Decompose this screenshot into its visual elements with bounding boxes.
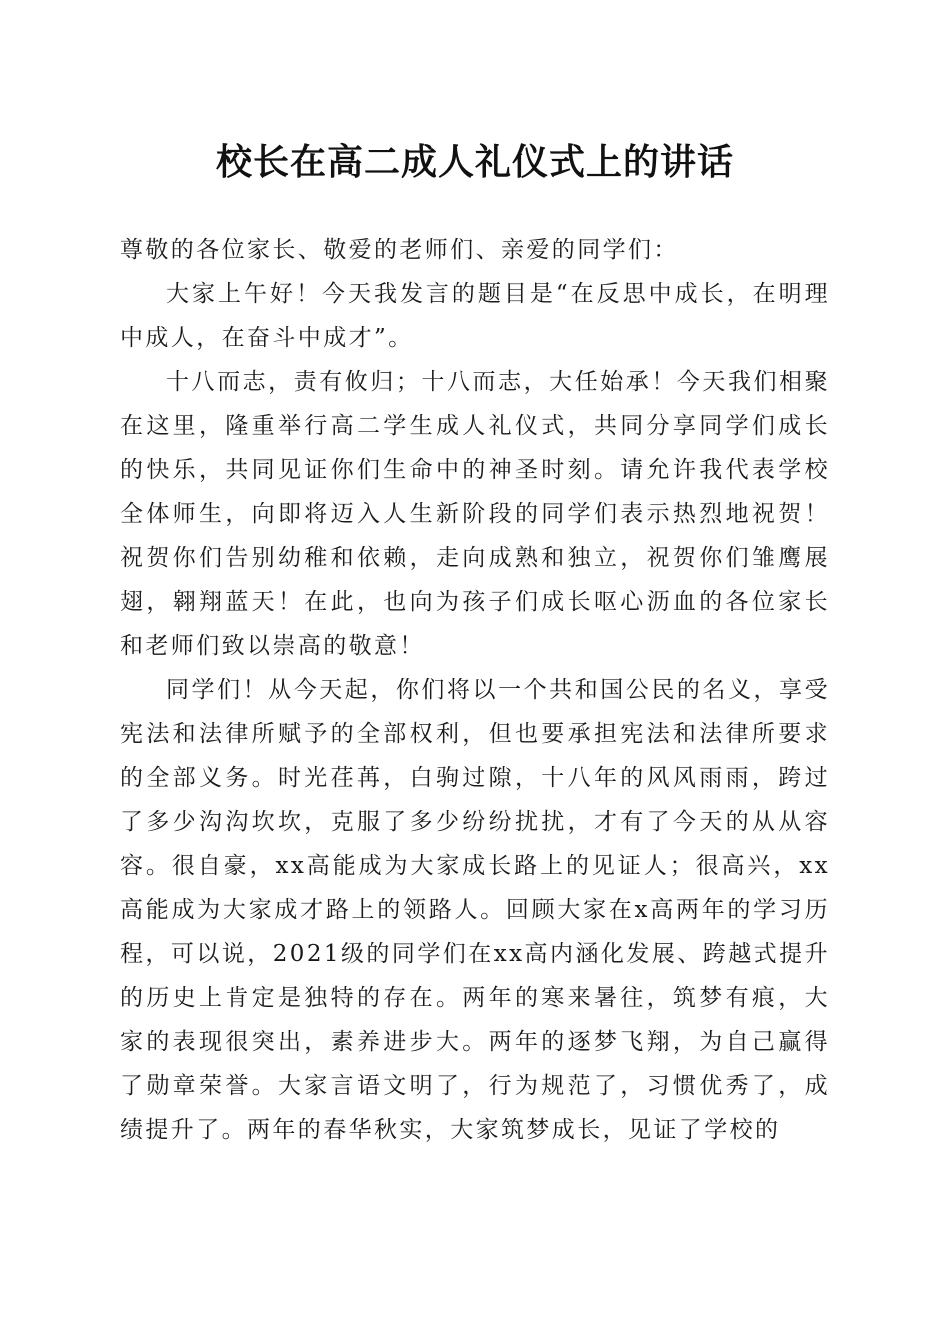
- paragraph-celebration: 十八而志，责有攸归；十八而志，大任始承！今天我们相聚在这里，隆重举行高二学生成人礼仪式，共同分享同学们成长的快乐，共同见证你们生命中的神圣时刻。请允许我代表学校全体师生，向即将迈入人生新阶段的同学们表示热烈地祝贺！祝贺你们告别幼稚和依赖，走向成熟和独立，祝贺你们雏鹰展翅，翱翔蓝天！在此，也向为孩子们成长呕心沥血的各位家长和老师们致以崇高的敬意！: [120, 369, 830, 659]
- salutation: 尊敬的各位家长、敬爱的老师们、亲爱的同学们：: [120, 237, 679, 263]
- document-body: [120, 228, 830, 1152]
- page-title: 校长在高二成人礼仪式上的讲话: [215, 141, 734, 183]
- paragraph-address: 同学们！从今天起，你们将以一个共和国公民的名义，享受宪法和法律所赋予的全部权利，但也要承担宪法和法律所要求的全部义务。时光荏苒，白驹过隙，十八年的风风雨雨，跨过了多少沟沟坎坎，克服了多少纷纷扰扰，才有了今天的从从容容。很自豪，xx高能成为大家成长路上的见证人；很高兴，xx高能成为大家成才路上的领路人。回顾大家在x高两年的学习历程，可以说，2021级的同学们在xx高内涵化发展、跨越式提升的历史上肯定是独特的存在。两年的寒来暑往，筑梦有痕，大家的表现很突出，素养进步大。两年的逐梦飞翔，为自己赢得了勋章荣誉。大家言语文明了，行为规范了，习惯优秀了，成绩提升了。两年的春华秋实，大家筑梦成长，见证了学校的: [120, 677, 830, 1143]
- paragraph-greeting: 大家上午好！今天我发言的题目是“在反思中成长，在明理中成人，在奋斗中成才”。: [120, 281, 830, 351]
